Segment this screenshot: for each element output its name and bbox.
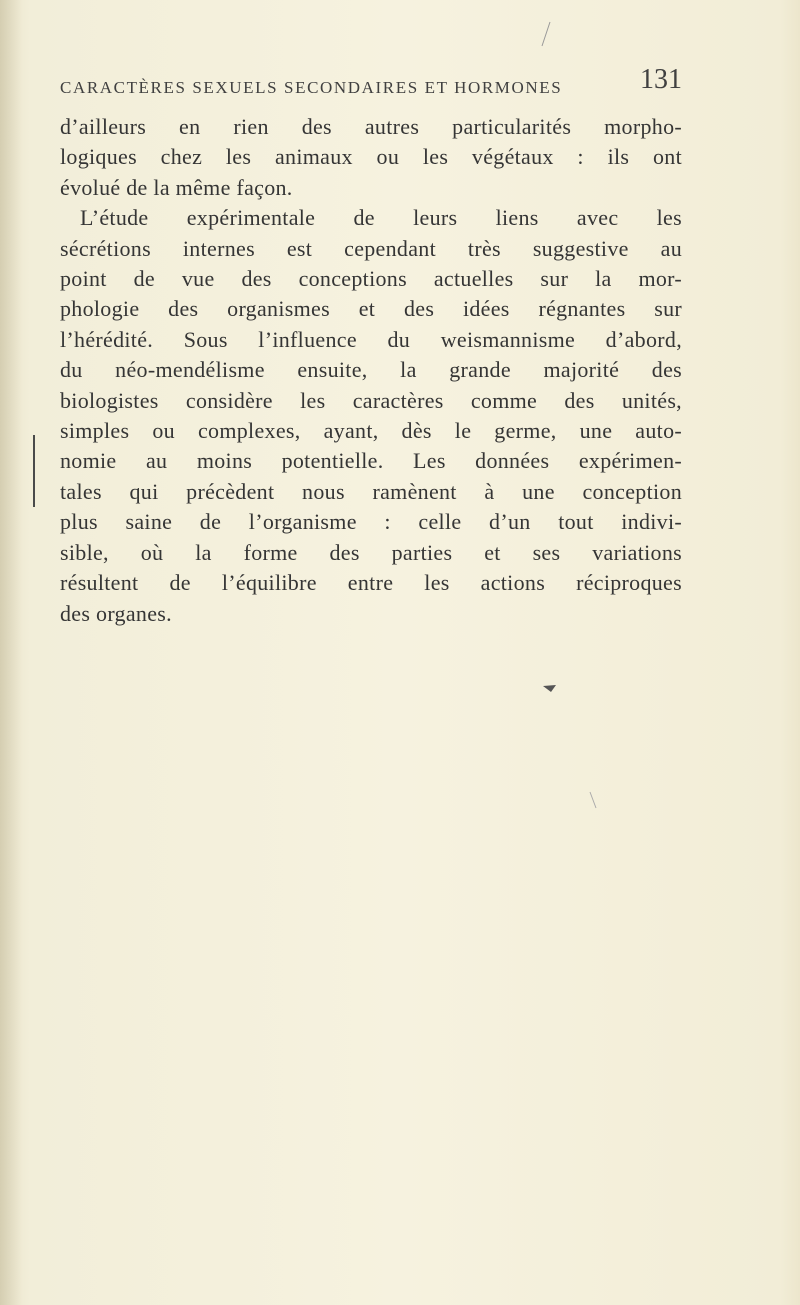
margin-mark — [33, 435, 35, 507]
text-line: l’hérédité. Sous l’influence du weismannisme d’abord, — [60, 326, 682, 352]
text-line: sécrétions internes est cependant très suggestive au — [60, 235, 682, 261]
text-line: L’étude expérimentale de leurs liens avec les — [80, 205, 682, 231]
text-line: évolué de la même façon. — [60, 174, 293, 200]
running-title: CARACTÈRES SEXUELS SECONDAIRES ET HORMONES — [60, 78, 563, 97]
page-number: 131 — [640, 64, 682, 95]
text-line: résultent de l’équilibre entre les actions réciproques — [60, 570, 682, 596]
text-line: logiques chez les animaux ou les végétaux : ils ont — [60, 144, 682, 170]
body-paragraphs — [60, 112, 682, 629]
running-header — [60, 64, 682, 104]
text-line: des organes. — [60, 600, 172, 626]
ink-speck — [588, 790, 600, 812]
text-line: simples ou complexes, ayant, dès le germe, une auto- — [60, 418, 682, 444]
text-line: point de vue des conceptions actuelles sur la mor- — [60, 266, 682, 292]
text-line: d’ailleurs en rien des autres particularités morpho- — [60, 114, 682, 139]
text-line: tales qui précèdent nous ramènent à une conception — [60, 478, 682, 504]
text-line: biologistes considère les caractères comme des unités, — [60, 387, 682, 413]
text-line: nomie au moins potentielle. Les données expérimen- — [60, 448, 682, 474]
text-line: plus saine de l’organisme : celle d’un tout indivi- — [60, 509, 682, 535]
page-edge-shadow — [0, 0, 22, 1305]
text-line: du néo-mendélisme ensuite, la grande majorité des — [60, 357, 682, 383]
text-line: phologie des organismes et des idées régnantes sur — [60, 296, 682, 322]
text-line: sible, où la forme des parties et ses variations — [60, 539, 682, 565]
ink-speck — [538, 20, 554, 50]
ink-speck — [542, 684, 558, 694]
